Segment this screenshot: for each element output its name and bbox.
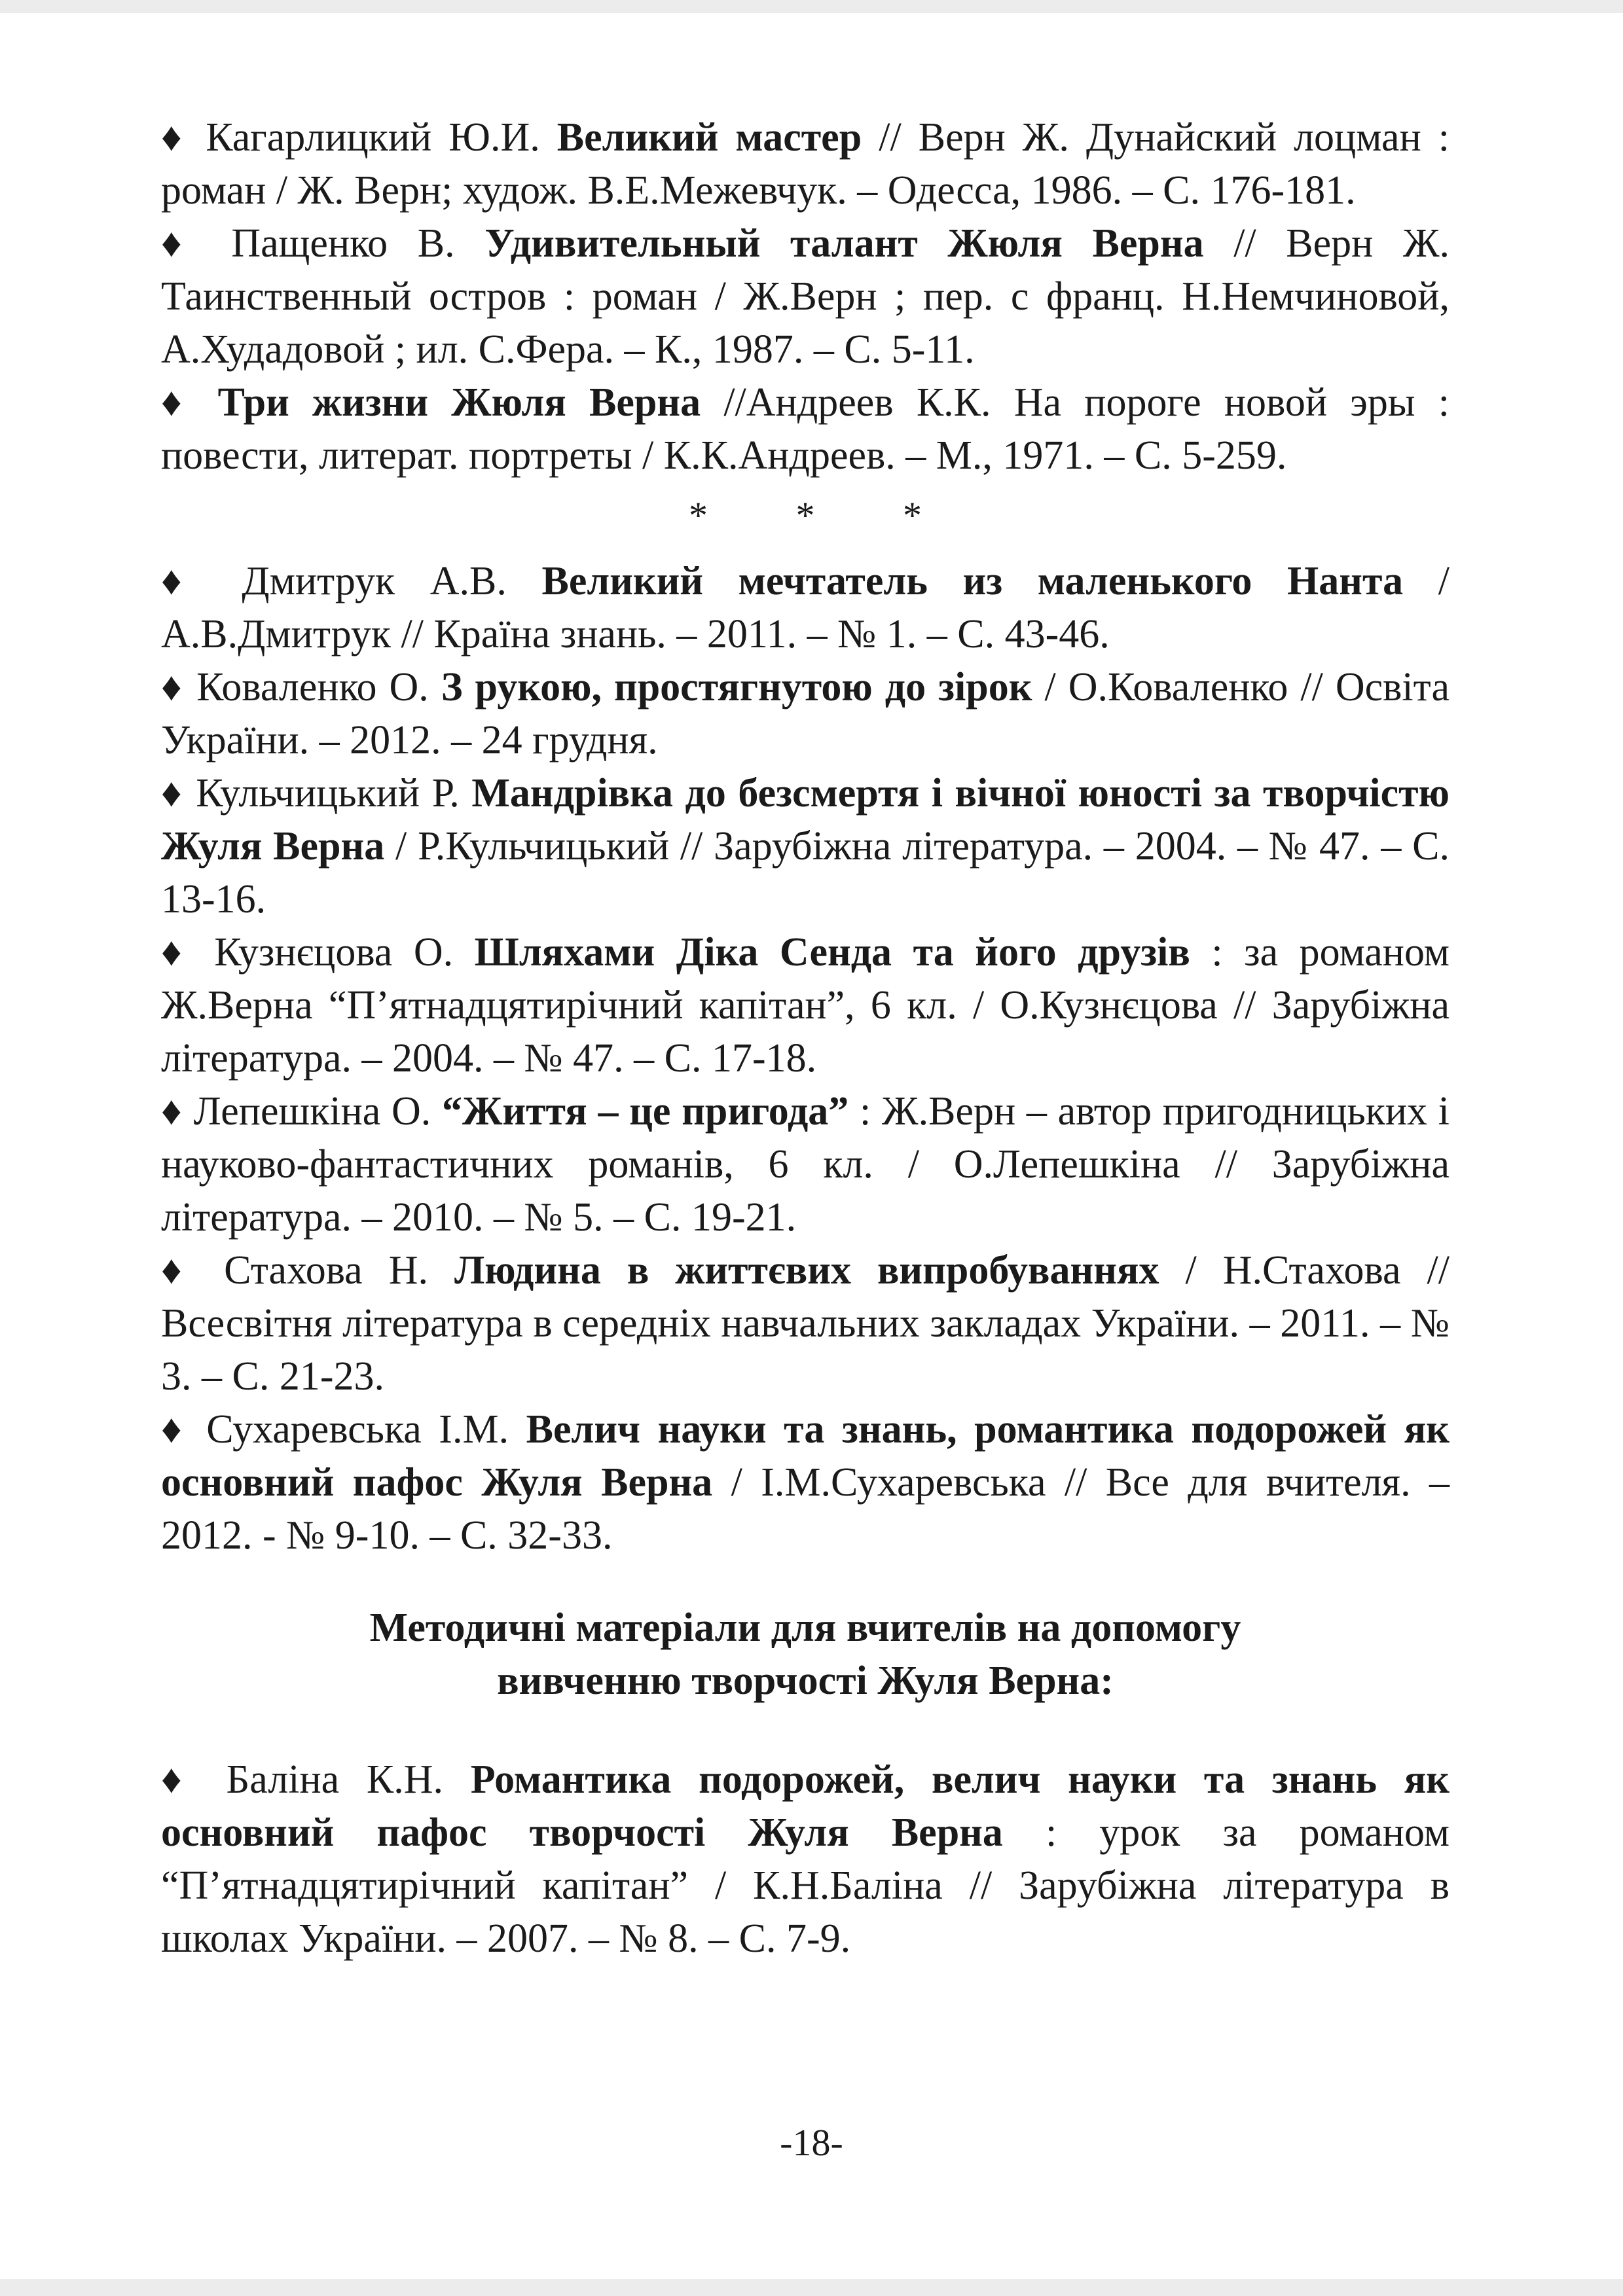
entry-title: Шляхами Діка Сенда та його друзів <box>474 930 1190 975</box>
entry-author: Кузнєцова О. <box>192 930 475 975</box>
bibliography-group-3 <box>161 1753 1450 1965</box>
bullet-icon: ♦ <box>161 1089 183 1134</box>
bullet-icon: ♦ <box>161 221 202 266</box>
entry-author: Пащенко В. <box>201 221 485 266</box>
entry-title: Мандрівка до безсмертя і вічної юності за творчістю Жуля Верна <box>161 771 1450 869</box>
section-separator: * * * <box>689 494 961 537</box>
entry-author: Кагарлицкий Ю.И. <box>189 115 557 160</box>
bibliography-entry <box>161 1753 1450 1965</box>
entry-title: Три жизни Жюля Верна <box>217 380 701 425</box>
entry-details: : урок за романом “П’ятнадцятирічний капітан” / К.Н.Баліна // Зарубіжна література в школах України. – 2007. – № 8. – С. 7-9. <box>161 1810 1450 1961</box>
entry-details: // Верн Ж. Таинственный остров : роман / Ж.Верн ; пер. с франц. Н.Немчиновой, А.Худадовой ; ил. С.Фера. – К., 1987. – С. 5-11. <box>161 221 1450 372</box>
bullet-icon: ♦ <box>161 559 207 603</box>
entry-details: // Верн Ж. Дунайский лоцман : роман / Ж. Верн; худож. В.Е.Межевчук. – Одесса, 1986. – С. 176-181. <box>161 115 1450 213</box>
bullet-icon: ♦ <box>161 930 193 975</box>
entry-title: Романтика подорожей, велич науки та знань як основний пафос творчості Жуля Верна <box>161 1757 1450 1855</box>
entry-title: “Життя – це пригода” <box>442 1089 849 1134</box>
entry-title: З рукою, простягнутою до зірок <box>441 665 1032 709</box>
page-number: -18- <box>780 2121 843 2164</box>
bibliography-entry <box>161 1403 1450 1562</box>
entry-author: Стахова Н. <box>198 1248 454 1293</box>
bibliography-group-1 <box>161 111 1450 482</box>
section-heading-line-1: Методичні матеріали для вчителів на допомогу <box>369 1605 1241 1650</box>
entry-author: Баліна К.Н. <box>198 1757 471 1802</box>
entry-details: : за романом Ж.Верна “П’ятнадцятирічний капітан”, 6 кл. / О.Кузнєцова // Зарубіжна література. – 2004. – № 47. – С. 17-18. <box>161 930 1450 1081</box>
bibliography-entry <box>161 1085 1450 1244</box>
entry-author: Дмитрук А.В. <box>206 559 542 603</box>
document-body <box>161 111 1450 1965</box>
entry-author: Сухаревська І.М. <box>189 1407 526 1452</box>
entry-details: / І.М.Сухаревська // Все для вчителя. – 2012. - № 9-10. – С. 32-33. <box>161 1460 1450 1558</box>
entry-author <box>194 380 217 425</box>
section-heading-line-2: вивченню творчості Жуля Верна: <box>497 1659 1114 1703</box>
bullet-icon: ♦ <box>161 1248 198 1293</box>
entry-title: Людина в життєвих випробуваннях <box>454 1248 1159 1293</box>
bibliography-entry <box>161 926 1450 1085</box>
bullet-icon: ♦ <box>161 665 185 709</box>
bullet-icon: ♦ <box>161 771 184 816</box>
bibliography-group-2 <box>161 555 1450 1562</box>
entry-details: : Ж.Верн – автор пригодницьких і науково-фантастичних романів, 6 кл. / О.Лепешкіна // Зарубіжна література. – 2010. – № 5. – С. 19-21. <box>161 1089 1450 1240</box>
bibliography-entry <box>161 767 1450 926</box>
bullet-icon: ♦ <box>161 1407 189 1452</box>
entry-author: Коваленко О. <box>184 665 441 709</box>
bullet-icon: ♦ <box>161 115 189 160</box>
entry-details: / О.Коваленко // Освіта України. – 2012. – 24 грудня. <box>161 665 1450 762</box>
bibliography-entry <box>161 1244 1450 1403</box>
bullet-icon: ♦ <box>161 1757 199 1802</box>
bibliography-entry <box>161 376 1450 482</box>
page-sheet <box>0 13 1623 2279</box>
entry-details: / Р.Кульчицький // Зарубіжна література. – 2004. – № 47. – С. 13-16. <box>161 824 1450 922</box>
bibliography-entry <box>161 111 1450 217</box>
entry-details: / Н.Стахова // Всесвітня література в середніх навчальних закладах України. – 2011. – № 3. – С. 21-23. <box>161 1248 1450 1399</box>
bullet-icon: ♦ <box>161 380 195 425</box>
entry-details: //Андреев К.К. На пороге новой эры : повести, литерат. портреты / К.К.Андреев. – М., 1971. – С. 5-259. <box>161 380 1450 478</box>
section-heading <box>161 1602 1450 1708</box>
entry-title: Велич науки та знань, романтика подорожей як основний пафос Жуля Верна <box>161 1407 1450 1505</box>
entry-details: / А.В.Дмитрук // Країна знань. – 2011. – № 1. – С. 43-46. <box>161 559 1450 656</box>
entry-title: Удивительный талант Жюля Верна <box>484 221 1204 266</box>
entry-title: Великий мечтатель из маленького Нанта <box>541 559 1404 603</box>
bibliography-entry <box>161 555 1450 661</box>
bibliography-entry <box>161 661 1450 767</box>
bibliography-entry <box>161 217 1450 376</box>
entry-author: Лепешкіна О. <box>182 1089 443 1134</box>
entry-author: Кульчицький Р. <box>183 771 472 816</box>
entry-title: Великий мастер <box>556 115 862 160</box>
